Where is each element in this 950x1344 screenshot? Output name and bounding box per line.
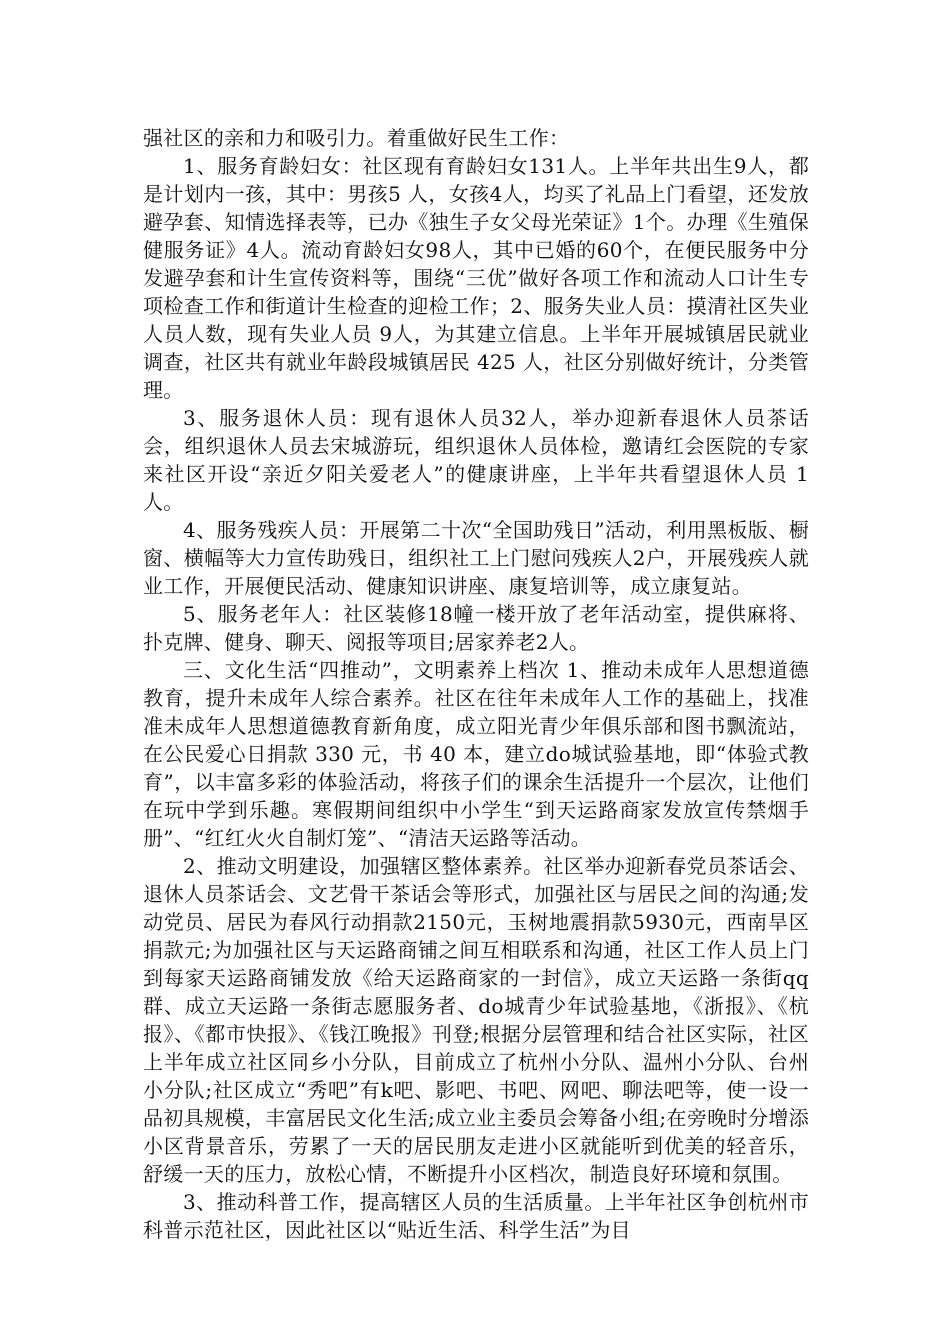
paragraph-culture-minors: 三、文化生活“四推动”，文明素养上档次 1、推动未成年人思想道德教育，提升未成年人综合素养。社区在往年未成年人工作的基础上，找准准未成年人思想道德教育新角度，成立阳光青少年俱乐部和图书飘流站，在公民爱心日捐款 330 元，书 40 本，建立do城试验基地，即“体验式教育”，以丰富多彩的体验活动，将孩子们的课余生活提升一个层次，让他们在玩中学到乐趣。寒假期间组织中小学生“到天运路商家发放宣传禁烟手册”、“红红火火自制灯笼”、“清洁天运路等活动。: [143, 658, 809, 850]
paragraph-elderly-services: 5、服务老年人：社区装修18幢一楼开放了老年活动室，提供麻将、扑克牌、健身、聊天、阅报等项目;居家养老2人。: [143, 602, 809, 654]
paragraph-women-services: 1、服务育龄妇女：社区现有育龄妇女131人。上半年共出生9人，都是计划内一孩，其中：男孩5 人，女孩4人，均买了礼品上门看望，还发放避孕套、知情选择表等，已办《独生子女父母光荣证》1个。办理《生殖保健服务证》4人。流动育龄妇女98人，其中已婚的60个，在便民服务中分发避孕套和计生宣传资料等，围绕“三优”做好各项工作和流动人口计生专项检查工作和街道计生检查的迎检工作；2、服务失业人员：摸清社区失业人员人数，现有失业人员 9人，为其建立信息。上半年开展城镇居民就业调查，社区共有就业年龄段城镇居民 425 人，社区分别做好统计，分类管理。: [143, 154, 809, 402]
paragraph-disabled-services: 4、服务残疾人员：开展第二十次“全国助残日”活动，利用黑板版、橱窗、横幅等大力宣传助残日，组织社工上门慰问残疾人2户，开展残疾人就业工作，开展便民活动、健康知识讲座、康复培训等，成立康复站。: [143, 518, 809, 598]
paragraph-science: 3、推动科普工作，提高辖区人员的生活质量。上半年社区争创杭州市科普示范社区，因此社区以“贴近生活、科学生活”为目: [143, 1190, 809, 1242]
paragraph-retiree-services: 3、服务退休人员：现有退休人员32人，举办迎新春退休人员茶话会，组织退休人员去宋城游玩，组织退休人员体检，邀请红会医院的专家来社区开设“亲近夕阳关爱老人”的健康讲座，上半年共看望退休人员 1人。: [143, 406, 809, 514]
paragraph-intro: 强社区的亲和力和吸引力。着重做好民生工作：: [143, 126, 570, 150]
document-body: [143, 124, 809, 1244]
paragraph-civilization: 2、推动文明建设，加强辖区整体素养。社区举办迎新春党员茶话会、退休人员茶话会、文艺骨干茶话会等形式，加强社区与居民之间的沟通;发动党员、居民为春风行动捐款2150元，玉树地震捐款5930元，西南旱区捐款元;为加强社区与天运路商铺之间互相联系和沟通，社区工作人员上门到每家天运路商铺发放《给天运路商家的一封信》，成立天运路一条街qq群、成立天运路一条街志愿服务者、do城青少年试验基地，《浙报》、《杭报》、《都市快报》、《钱江晚报》刊登;根据分层管理和结合社区实际，社区上半年成立社区同乡小分队，目前成立了杭州小分队、温州小分队、台州小分队;社区成立“秀吧”有k吧、影吧、书吧、网吧、聊法吧等，使一设一品初具规模，丰富居民文化生活;成立业主委员会筹备小组;在旁晚时分增添小区背景音乐，劳累了一天的居民朋友走进小区就能听到优美的轻音乐，舒缓一天的压力，放松心情，不断提升小区档次，制造良好环境和氛围。: [143, 854, 809, 1186]
